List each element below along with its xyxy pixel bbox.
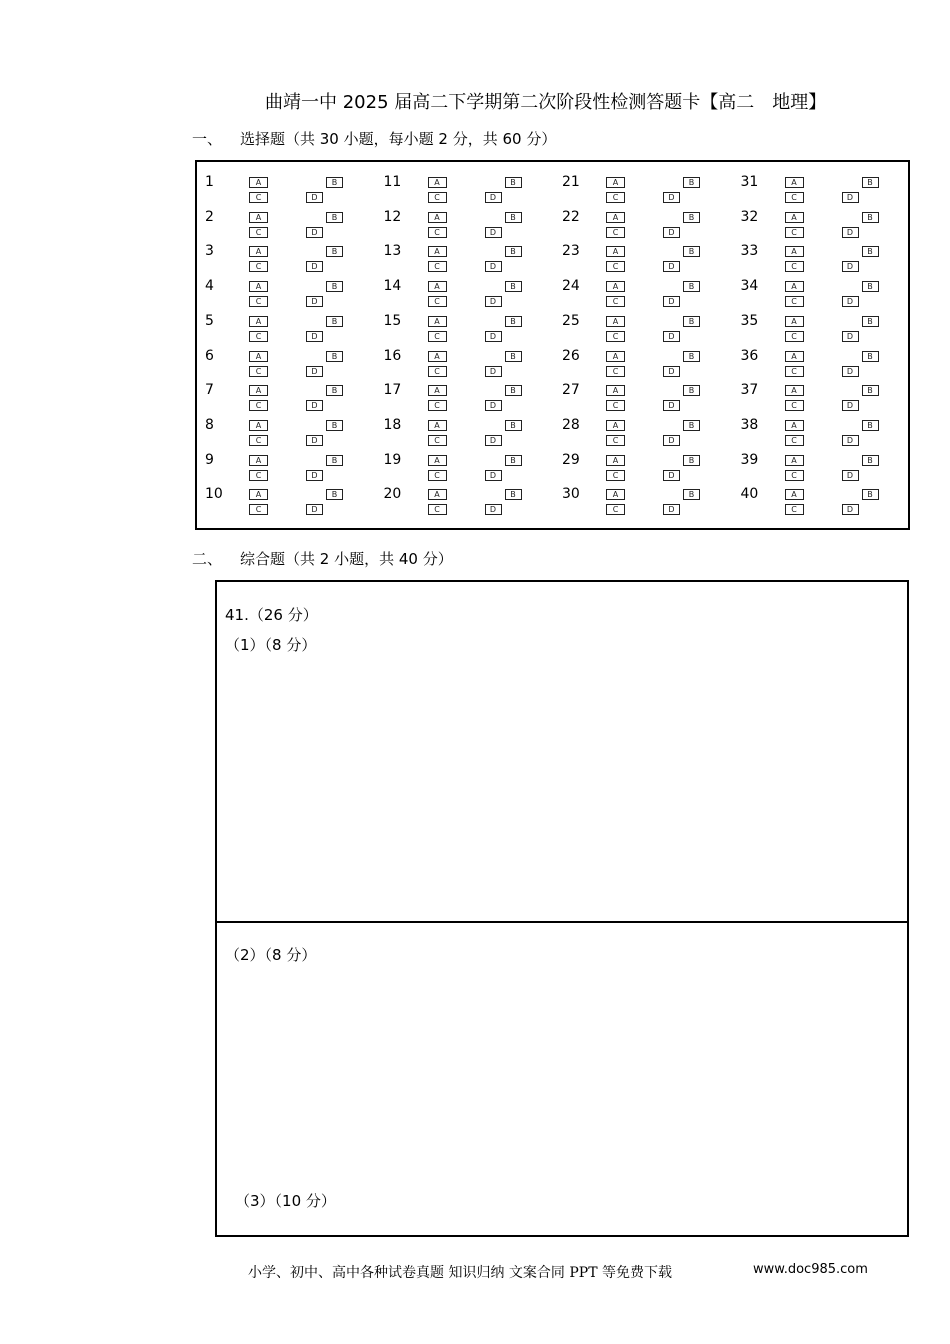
question-1 [205, 174, 383, 206]
option-a-bubble[interactable]: A [249, 246, 268, 257]
question-24 [562, 278, 740, 310]
question-number: 2 [205, 208, 214, 225]
option-c-bubble[interactable]: C [249, 296, 268, 307]
option-d-bubble[interactable]: D [485, 470, 502, 481]
question-2 [205, 209, 383, 241]
question-25 [562, 313, 740, 345]
essay-answer-box [215, 580, 909, 1237]
option-c-bubble[interactable]: C [428, 470, 447, 481]
question-number: 34 [740, 278, 759, 295]
question-number: 8 [205, 416, 214, 433]
option-d-bubble[interactable]: D [485, 331, 502, 342]
option-d-bubble[interactable]: D [485, 366, 502, 377]
option-d-bubble[interactable]: D [663, 227, 680, 238]
question-41-part-1-label: （1）（8 分） [225, 636, 317, 654]
option-c-bubble[interactable]: C [606, 470, 625, 481]
option-c-bubble[interactable]: C [785, 192, 804, 203]
option-d-bubble[interactable]: D [306, 331, 323, 342]
section-1-number: 一、 [192, 130, 223, 148]
option-d-bubble[interactable]: D [663, 504, 680, 515]
option-a-bubble[interactable]: A [428, 489, 447, 500]
question-22 [562, 209, 740, 241]
option-b-bubble[interactable]: B [326, 246, 343, 257]
option-a-bubble[interactable]: A [606, 351, 625, 362]
section-2-number: 二、 [192, 550, 223, 568]
option-d-bubble[interactable]: D [306, 192, 323, 203]
option-b-bubble[interactable]: B [326, 177, 343, 188]
option-c-bubble[interactable]: C [785, 470, 804, 481]
question-number: 26 [562, 347, 580, 364]
option-c-bubble[interactable]: C [249, 261, 268, 272]
option-d-bubble[interactable]: D [306, 504, 323, 515]
option-a-bubble[interactable]: A [785, 177, 804, 188]
question-number: 21 [562, 174, 580, 190]
option-a-bubble[interactable]: A [428, 212, 447, 223]
option-b-bubble[interactable]: B [683, 455, 700, 466]
option-c-bubble[interactable]: C [249, 227, 268, 238]
option-d-bubble[interactable]: D [842, 227, 859, 238]
option-c-bubble[interactable]: C [606, 435, 625, 446]
question-number: 5 [205, 312, 214, 329]
option-c-bubble[interactable]: C [249, 470, 268, 481]
option-a-bubble[interactable]: A [249, 489, 268, 500]
option-b-bubble[interactable]: B [862, 246, 879, 257]
question-17 [384, 382, 562, 414]
option-d-bubble[interactable]: D [485, 296, 502, 307]
question-39 [741, 452, 919, 484]
question-number: 36 [740, 347, 759, 364]
question-number: 25 [562, 312, 580, 329]
option-d-bubble[interactable]: D [663, 192, 680, 203]
option-c-bubble[interactable]: C [606, 366, 625, 377]
question-number: 13 [383, 243, 402, 260]
option-d-bubble[interactable]: D [306, 261, 323, 272]
question-number: 15 [383, 312, 402, 329]
option-b-bubble[interactable]: B [683, 246, 700, 257]
option-a-bubble[interactable]: A [785, 385, 804, 396]
option-b-bubble[interactable]: B [862, 455, 879, 466]
option-b-bubble[interactable]: B [505, 246, 522, 257]
question-41-part-3-label: （3）（10 分） [235, 1192, 336, 1210]
option-d-bubble[interactable]: D [663, 400, 680, 411]
option-c-bubble[interactable]: C [428, 366, 447, 377]
option-b-bubble[interactable]: B [326, 281, 343, 292]
option-a-bubble[interactable]: A [785, 246, 804, 257]
question-3 [205, 243, 383, 275]
question-number: 22 [562, 208, 580, 225]
option-b-bubble[interactable]: B [326, 420, 343, 431]
option-b-bubble[interactable]: B [683, 177, 700, 188]
question-number: 14 [383, 278, 402, 295]
question-number: 1 [205, 174, 214, 190]
option-c-bubble[interactable]: C [606, 296, 625, 307]
option-b-bubble[interactable]: B [862, 316, 879, 327]
option-d-bubble[interactable]: D [663, 296, 680, 307]
option-c-bubble[interactable]: C [606, 192, 625, 203]
option-a-bubble[interactable]: A [606, 316, 625, 327]
option-a-bubble[interactable]: A [428, 420, 447, 431]
question-15 [384, 313, 562, 345]
essay-divider [217, 921, 907, 923]
option-b-bubble[interactable]: B [505, 316, 522, 327]
section-1-label: 选择题（共 30 小题，每小题 2 分，共 60 分） [240, 130, 557, 148]
option-c-bubble[interactable]: C [606, 400, 625, 411]
option-c-bubble[interactable]: C [428, 435, 447, 446]
question-12 [384, 209, 562, 241]
option-a-bubble[interactable]: A [249, 420, 268, 431]
option-a-bubble[interactable]: A [606, 385, 625, 396]
option-c-bubble[interactable]: C [785, 504, 804, 515]
question-number: 16 [383, 347, 402, 364]
option-b-bubble[interactable]: B [505, 385, 522, 396]
option-c-bubble[interactable]: C [428, 296, 447, 307]
option-a-bubble[interactable]: A [606, 420, 625, 431]
question-41-heading: 41.（26 分） [225, 606, 318, 624]
option-a-bubble[interactable]: A [249, 455, 268, 466]
option-b-bubble[interactable]: B [683, 316, 700, 327]
option-c-bubble[interactable]: C [249, 400, 268, 411]
option-d-bubble[interactable]: D [842, 435, 859, 446]
option-a-bubble[interactable]: A [785, 281, 804, 292]
option-b-bubble[interactable]: B [326, 455, 343, 466]
option-c-bubble[interactable]: C [249, 435, 268, 446]
option-b-bubble[interactable]: B [326, 212, 343, 223]
option-c-bubble[interactable]: C [606, 504, 625, 515]
option-d-bubble[interactable]: D [485, 227, 502, 238]
option-b-bubble[interactable]: B [326, 489, 343, 500]
question-28 [562, 417, 740, 449]
option-b-bubble[interactable]: B [326, 316, 343, 327]
option-c-bubble[interactable]: C [606, 227, 625, 238]
option-a-bubble[interactable]: A [428, 281, 447, 292]
question-number: 30 [562, 486, 580, 503]
option-d-bubble[interactable]: D [663, 435, 680, 446]
option-b-bubble[interactable]: B [505, 281, 522, 292]
question-41-part-2-label: （2）（8 分） [225, 946, 317, 964]
option-c-bubble[interactable]: C [249, 192, 268, 203]
option-d-bubble[interactable]: D [485, 192, 502, 203]
option-b-bubble[interactable]: B [683, 351, 700, 362]
question-number: 18 [383, 416, 402, 433]
option-a-bubble[interactable]: A [606, 455, 625, 466]
option-b-bubble[interactable]: B [505, 420, 522, 431]
question-number: 37 [740, 382, 759, 399]
question-23 [562, 243, 740, 275]
option-b-bubble[interactable]: B [683, 489, 700, 500]
option-d-bubble[interactable]: D [306, 366, 323, 377]
option-d-bubble[interactable]: D [306, 400, 323, 411]
option-b-bubble[interactable]: B [505, 489, 522, 500]
option-a-bubble[interactable]: A [606, 246, 625, 257]
option-d-bubble[interactable]: D [306, 296, 323, 307]
option-c-bubble[interactable]: C [785, 227, 804, 238]
option-c-bubble[interactable]: C [428, 331, 447, 342]
option-d-bubble[interactable]: D [842, 296, 859, 307]
option-a-bubble[interactable]: A [249, 281, 268, 292]
option-d-bubble[interactable]: D [842, 400, 859, 411]
question-31 [741, 174, 919, 206]
question-number: 11 [383, 174, 402, 190]
option-c-bubble[interactable]: C [785, 296, 804, 307]
option-b-bubble[interactable]: B [683, 212, 700, 223]
option-a-bubble[interactable]: A [428, 246, 447, 257]
option-d-bubble[interactable]: D [842, 470, 859, 481]
question-21 [562, 174, 740, 206]
option-d-bubble[interactable]: D [842, 504, 859, 515]
option-c-bubble[interactable]: C [249, 366, 268, 377]
option-a-bubble[interactable]: A [606, 281, 625, 292]
option-a-bubble[interactable]: A [606, 489, 625, 500]
option-d-bubble[interactable]: D [842, 192, 859, 203]
option-c-bubble[interactable]: C [428, 192, 447, 203]
question-number: 32 [740, 208, 759, 225]
question-16 [384, 348, 562, 380]
option-c-bubble[interactable]: C [428, 504, 447, 515]
option-c-bubble[interactable]: C [249, 504, 268, 515]
option-a-bubble[interactable]: A [249, 212, 268, 223]
option-a-bubble[interactable]: A [249, 351, 268, 362]
option-c-bubble[interactable]: C [606, 331, 625, 342]
option-b-bubble[interactable]: B [505, 455, 522, 466]
question-number: 4 [205, 278, 214, 295]
option-b-bubble[interactable]: B [862, 212, 879, 223]
option-d-bubble[interactable]: D [306, 227, 323, 238]
question-32 [741, 209, 919, 241]
option-d-bubble[interactable]: D [663, 366, 680, 377]
option-a-bubble[interactable]: A [428, 351, 447, 362]
option-a-bubble[interactable]: A [785, 420, 804, 431]
question-number: 10 [205, 486, 223, 503]
option-b-bubble[interactable]: B [862, 420, 879, 431]
option-b-bubble[interactable]: B [683, 420, 700, 431]
question-number: 3 [205, 243, 214, 260]
question-number: 39 [740, 451, 759, 468]
question-11 [384, 174, 562, 206]
question-number: 31 [740, 174, 759, 190]
section-2-heading [192, 548, 453, 569]
question-35 [741, 313, 919, 345]
question-number: 19 [383, 451, 402, 468]
question-10 [205, 486, 383, 518]
question-number: 27 [562, 382, 580, 399]
question-14 [384, 278, 562, 310]
option-d-bubble[interactable]: D [306, 435, 323, 446]
option-c-bubble[interactable]: C [606, 261, 625, 272]
option-d-bubble[interactable]: D [663, 470, 680, 481]
option-c-bubble[interactable]: C [785, 435, 804, 446]
option-d-bubble[interactable]: D [485, 400, 502, 411]
option-c-bubble[interactable]: C [428, 400, 447, 411]
question-19 [384, 452, 562, 484]
section-2-label: 综合题（共 2 小题，共 40 分） [240, 550, 453, 568]
question-38 [741, 417, 919, 449]
option-a-bubble[interactable]: A [428, 316, 447, 327]
question-number: 20 [383, 486, 402, 503]
option-a-bubble[interactable]: A [785, 455, 804, 466]
question-13 [384, 243, 562, 275]
question-number: 28 [562, 416, 580, 433]
option-d-bubble[interactable]: D [842, 366, 859, 377]
option-b-bubble[interactable]: B [326, 351, 343, 362]
question-20 [384, 486, 562, 518]
option-c-bubble[interactable]: C [785, 400, 804, 411]
option-a-bubble[interactable]: A [785, 489, 804, 500]
section-1-heading [192, 128, 556, 149]
question-number: 24 [562, 278, 580, 295]
option-a-bubble[interactable]: A [785, 316, 804, 327]
option-a-bubble[interactable]: A [428, 455, 447, 466]
option-c-bubble[interactable]: C [249, 331, 268, 342]
question-36 [741, 348, 919, 380]
question-number: 33 [740, 243, 759, 260]
option-b-bubble[interactable]: B [862, 177, 879, 188]
option-d-bubble[interactable]: D [306, 470, 323, 481]
option-d-bubble[interactable]: D [663, 331, 680, 342]
option-d-bubble[interactable]: D [485, 261, 502, 272]
question-5 [205, 313, 383, 345]
question-number: 6 [205, 347, 214, 364]
option-c-bubble[interactable]: C [785, 366, 804, 377]
question-number: 23 [562, 243, 580, 260]
option-b-bubble[interactable]: B [862, 281, 879, 292]
option-b-bubble[interactable]: B [862, 489, 879, 500]
question-number: 38 [740, 416, 759, 433]
question-number: 12 [383, 208, 402, 225]
option-b-bubble[interactable]: B [326, 385, 343, 396]
footer-url[interactable]: www.doc985.com [753, 1262, 868, 1277]
question-26 [562, 348, 740, 380]
question-8 [205, 417, 383, 449]
question-27 [562, 382, 740, 414]
option-b-bubble[interactable]: B [683, 281, 700, 292]
question-number: 7 [205, 382, 214, 399]
question-29 [562, 452, 740, 484]
footer-text: 小学、初中、高中各种试卷真题 知识归纳 文案合同 PPT 等免费下载 [248, 1265, 672, 1281]
question-7 [205, 382, 383, 414]
option-a-bubble[interactable]: A [606, 212, 625, 223]
option-c-bubble[interactable]: C [428, 227, 447, 238]
question-number: 35 [740, 312, 759, 329]
question-9 [205, 452, 383, 484]
option-a-bubble[interactable]: A [428, 177, 447, 188]
option-d-bubble[interactable]: D [842, 331, 859, 342]
option-c-bubble[interactable]: C [785, 331, 804, 342]
option-d-bubble[interactable]: D [842, 261, 859, 272]
option-c-bubble[interactable]: C [428, 261, 447, 272]
question-number: 29 [562, 451, 580, 468]
question-34 [741, 278, 919, 310]
option-c-bubble[interactable]: C [785, 261, 804, 272]
option-b-bubble[interactable]: B [683, 385, 700, 396]
question-30 [562, 486, 740, 518]
option-a-bubble[interactable]: A [785, 212, 804, 223]
option-d-bubble[interactable]: D [663, 261, 680, 272]
option-a-bubble[interactable]: A [785, 351, 804, 362]
option-a-bubble[interactable]: A [249, 385, 268, 396]
option-d-bubble[interactable]: D [485, 435, 502, 446]
question-number: 40 [740, 486, 759, 503]
choice-answer-grid [195, 160, 910, 530]
option-b-bubble[interactable]: B [862, 385, 879, 396]
option-a-bubble[interactable]: A [606, 177, 625, 188]
question-33 [741, 243, 919, 275]
question-number: 9 [205, 451, 214, 468]
page-title: 曲靖一中 2025 届高二下学期第二次阶段性检测答题卡【高二 地理】 [265, 92, 827, 113]
option-b-bubble[interactable]: B [505, 212, 522, 223]
option-b-bubble[interactable]: B [862, 351, 879, 362]
question-number: 17 [383, 382, 402, 399]
option-a-bubble[interactable]: A [249, 316, 268, 327]
option-a-bubble[interactable]: A [428, 385, 447, 396]
question-6 [205, 348, 383, 380]
question-40 [741, 486, 919, 518]
question-37 [741, 382, 919, 414]
option-b-bubble[interactable]: B [505, 177, 522, 188]
option-a-bubble[interactable]: A [249, 177, 268, 188]
question-18 [384, 417, 562, 449]
option-d-bubble[interactable]: D [485, 504, 502, 515]
option-b-bubble[interactable]: B [505, 351, 522, 362]
question-4 [205, 278, 383, 310]
